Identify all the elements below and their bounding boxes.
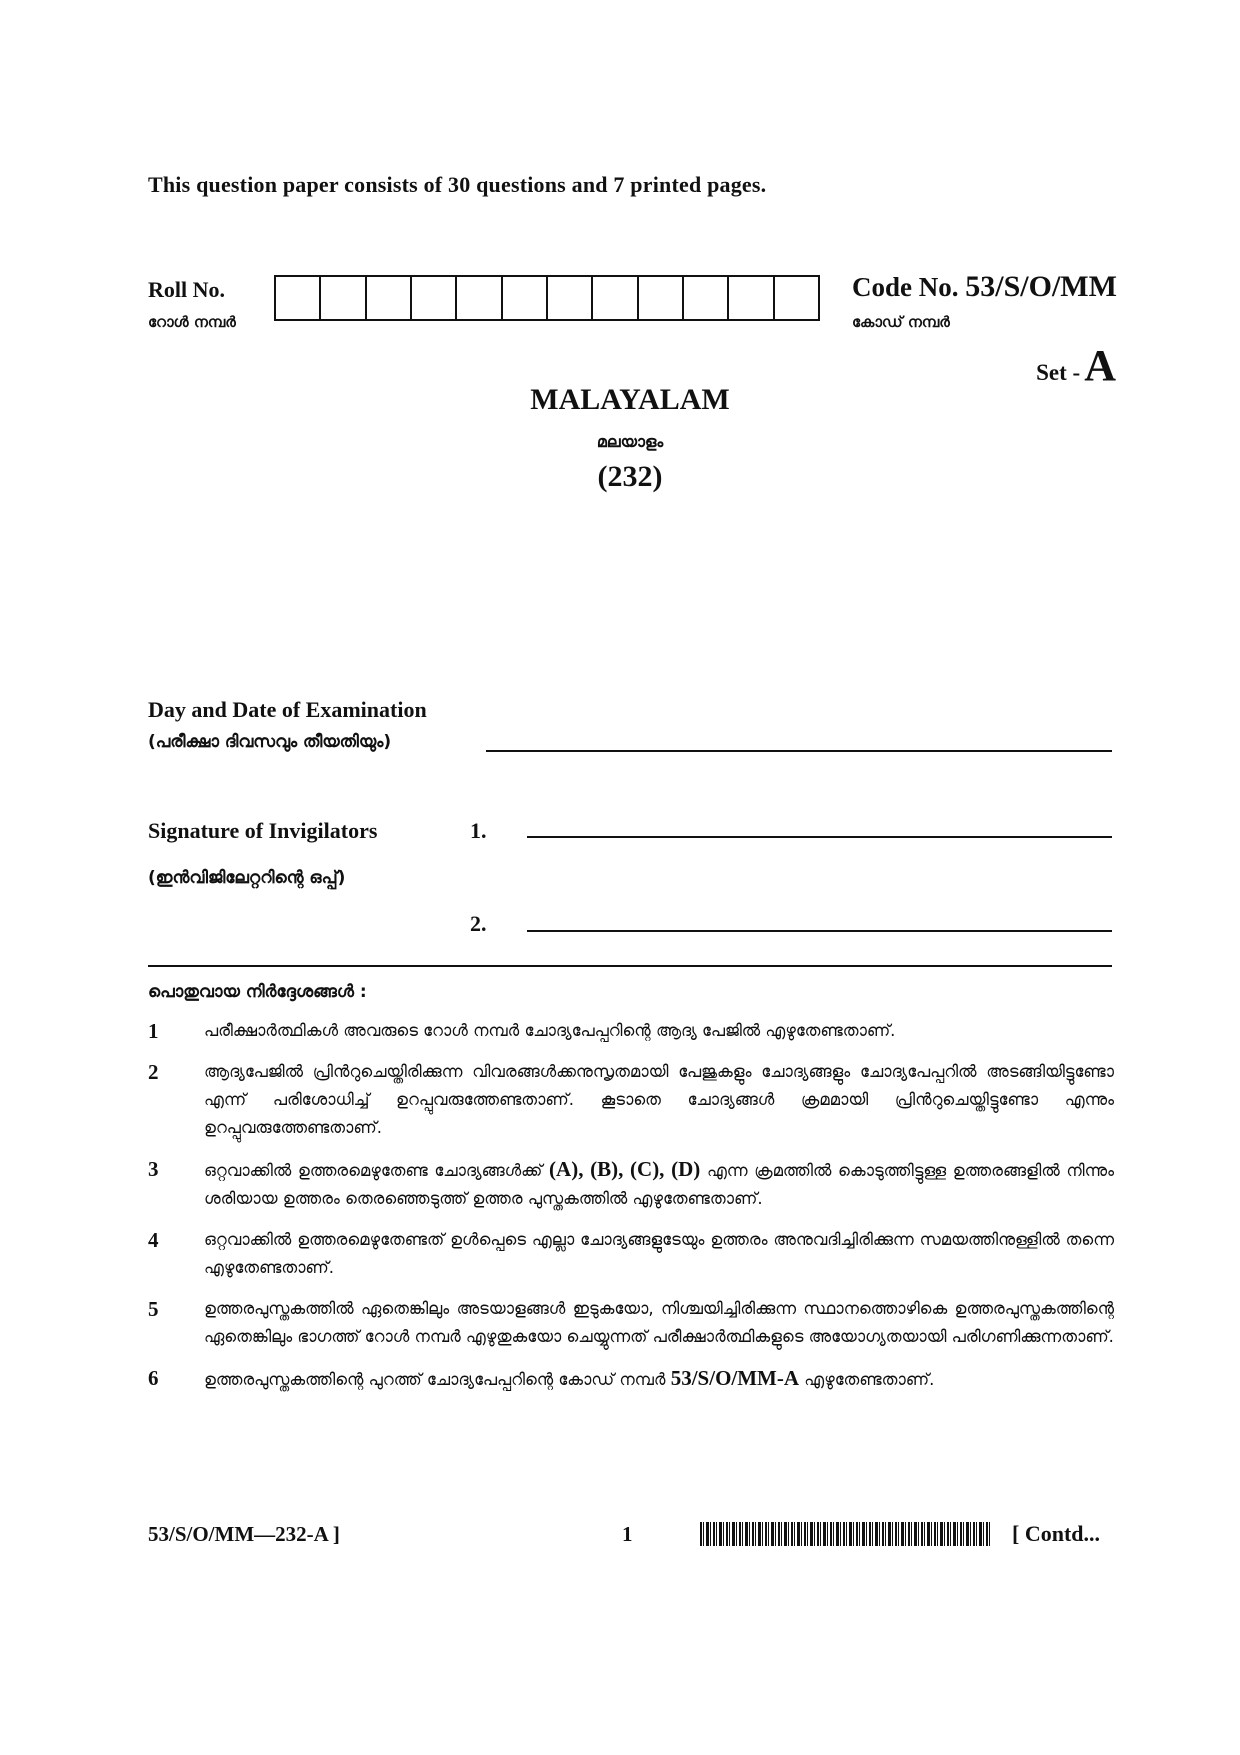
- set-value: A: [1084, 341, 1116, 390]
- roll-number-box[interactable]: [729, 277, 774, 319]
- invigilator-2-signature-line[interactable]: [527, 930, 1112, 932]
- instruction-text-part: ഒറ്റവാക്കിൽ ഉത്തരമെഴുതേണ്ട ചോദ്യങ്ങൾക്ക്: [204, 1161, 543, 1180]
- continued-note: [ Contd...: [1012, 1521, 1101, 1546]
- instruction-text: ആദ്യപേജിൽ പ്രിൻറുചെയ്തിരിക്കുന്ന വിവരങ്ങൾക്കനുസൃതമായി പേജുകളും ചോദ്യങ്ങളും ചോദ്യപേപ്പറിൽ അടങ്ങിയിട്ടുണ്ടോ എന്ന് പരിശോധിച്ച് ഉറപ്പുവരുത്തേണ്ടതാണ്. കൂടാതെ ചോദ്യങ്ങൾ ക്രമമായി പ്രിൻറുചെയ്തിട്ടുണ്ടോ എന്നും ഉറപ്പുവരുത്തേണ്ടതാണ്.: [204, 1062, 1114, 1137]
- roll-number-box[interactable]: [548, 277, 593, 319]
- roll-number-label-malayalam: റോൾ നമ്പർ: [148, 313, 236, 331]
- instruction-item: [148, 1155, 1114, 1213]
- roll-number-box[interactable]: [593, 277, 638, 319]
- code-number-label: Code No.: [852, 272, 959, 302]
- exam-date-label: Day and Date of Examination: [148, 697, 427, 722]
- instruction-number: 5: [148, 1297, 159, 1321]
- roll-number-box[interactable]: [775, 277, 818, 319]
- roll-number-box[interactable]: [321, 277, 366, 319]
- instruction-number: 6: [148, 1366, 159, 1390]
- instruction-number: 2: [148, 1060, 159, 1084]
- instruction-item: [148, 1017, 1114, 1045]
- instruction-text: [204, 1155, 1114, 1213]
- code-number-label-malayalam: കോഡ് നമ്പർ: [852, 313, 950, 331]
- paper-code-reference: 53/S/O/MM-A: [670, 1366, 800, 1390]
- exam-date-label-malayalam: (പരീക്ഷാ ദിവസവും തീയതിയും): [148, 732, 392, 752]
- roll-number-box[interactable]: [457, 277, 502, 319]
- instruction-text-part: എന്ന ക്രമത്തിൽ കൊടുത്തിട്ടുള്ള ഉത്തരങ്ങളിൽ നിന്നും ശരിയായ ഉത്തരം തെരഞ്ഞെടുത്ത് ഉത്തര പുസ്തകത്തിൽ എഴുതേണ്ടതാണ്.: [204, 1161, 1115, 1208]
- subject-title: MALAYALAM: [530, 383, 730, 416]
- instruction-item: [148, 1226, 1114, 1282]
- invigilator-signature-label: Signature of Invigilators: [148, 818, 378, 843]
- invigilator-1-number: 1.: [470, 818, 487, 843]
- code-number-value: 53/S/O/MM: [965, 270, 1117, 303]
- instruction-number: 1: [148, 1019, 159, 1043]
- instruction-item: [148, 1058, 1114, 1142]
- barcode: [700, 1522, 990, 1546]
- roll-number-box[interactable]: [367, 277, 412, 319]
- instruction-item: [148, 1364, 1114, 1394]
- instruction-number: 3: [148, 1157, 159, 1181]
- set-label: Set -: [1036, 360, 1081, 385]
- instruction-text: ഉത്തരപുസ്തകത്തിൽ ഏതെങ്കിലും അടയാളങ്ങൾ ഇടുകയോ, നിശ്ചയിച്ചിരിക്കുന്ന സ്ഥാനത്തൊഴികെ ഉത്തരപുസ്തകത്തിന്റെ ഏതെങ്കിലും ഭാഗത്ത് റോൾ നമ്പർ എഴുതുകയോ ചെയ്യുന്നത് പരീക്ഷാർത്ഥികളുടെ അയോഗ്യതയായി പരിഗണിക്കുന്നതാണ്.: [204, 1299, 1114, 1346]
- roll-number-boxes[interactable]: [274, 275, 820, 321]
- section-divider: [148, 965, 1112, 967]
- instruction-text: [204, 1364, 1114, 1394]
- subject-code: (232): [597, 460, 663, 493]
- instruction-item: [148, 1295, 1114, 1351]
- roll-number-label: Roll No.: [148, 277, 225, 302]
- invigilator-1-signature-line[interactable]: [527, 836, 1112, 838]
- roll-number-box[interactable]: [412, 277, 457, 319]
- answer-options: (A), (B), (C), (D): [549, 1157, 701, 1181]
- instruction-text-part: ഉത്തരപുസ്തകത്തിന്റെ പുറത്ത് ചോദ്യപേപ്പറിന്റെ കോഡ് നമ്പർ: [204, 1370, 666, 1389]
- code-number: [852, 270, 1117, 304]
- page-number: 1: [622, 1522, 633, 1546]
- footer-paper-code: 53/S/O/MM—232-A ]: [148, 1522, 340, 1546]
- roll-number-box[interactable]: [684, 277, 729, 319]
- instructions-title: പൊതുവായ നിർദ്ദേശങ്ങൾ :: [148, 982, 367, 1002]
- roll-number-box[interactable]: [503, 277, 548, 319]
- exam-date-line[interactable]: [486, 750, 1112, 752]
- invigilator-signature-label-malayalam: (ഇൻവിജിലേറ്ററിന്റെ ഒപ്പ്): [148, 868, 346, 888]
- instruction-text: പരീക്ഷാർത്ഥികൾ അവരുടെ റോൾ നമ്പർ ചോദ്യപേപ്പറിന്റെ ആദ്യ പേജിൽ എഴുതേണ്ടതാണ്.: [204, 1021, 896, 1040]
- invigilator-2-number: 2.: [470, 911, 487, 936]
- instruction-number: 4: [148, 1228, 159, 1252]
- page-count-note: This question paper consists of 30 questions and 7 printed pages.: [148, 172, 767, 197]
- instruction-text-part: എഴുതേണ്ടതാണ്.: [804, 1370, 935, 1389]
- instruction-text: ഒറ്റവാക്കിൽ ഉത്തരമെഴുതേണ്ടത് ഉൾപ്പെടെ എല്ലാ ചോദ്യങ്ങളുടേയും ഉത്തരം അനുവദിച്ചിരിക്കുന്ന സമയത്തിനുള്ളിൽ തന്നെ എഴുതേണ്ടതാണ്.: [204, 1230, 1114, 1277]
- instructions-list: [148, 1017, 1114, 1407]
- roll-number-box[interactable]: [639, 277, 684, 319]
- roll-number-box[interactable]: [276, 277, 321, 319]
- subject-title-malayalam: മലയാളം: [596, 432, 664, 451]
